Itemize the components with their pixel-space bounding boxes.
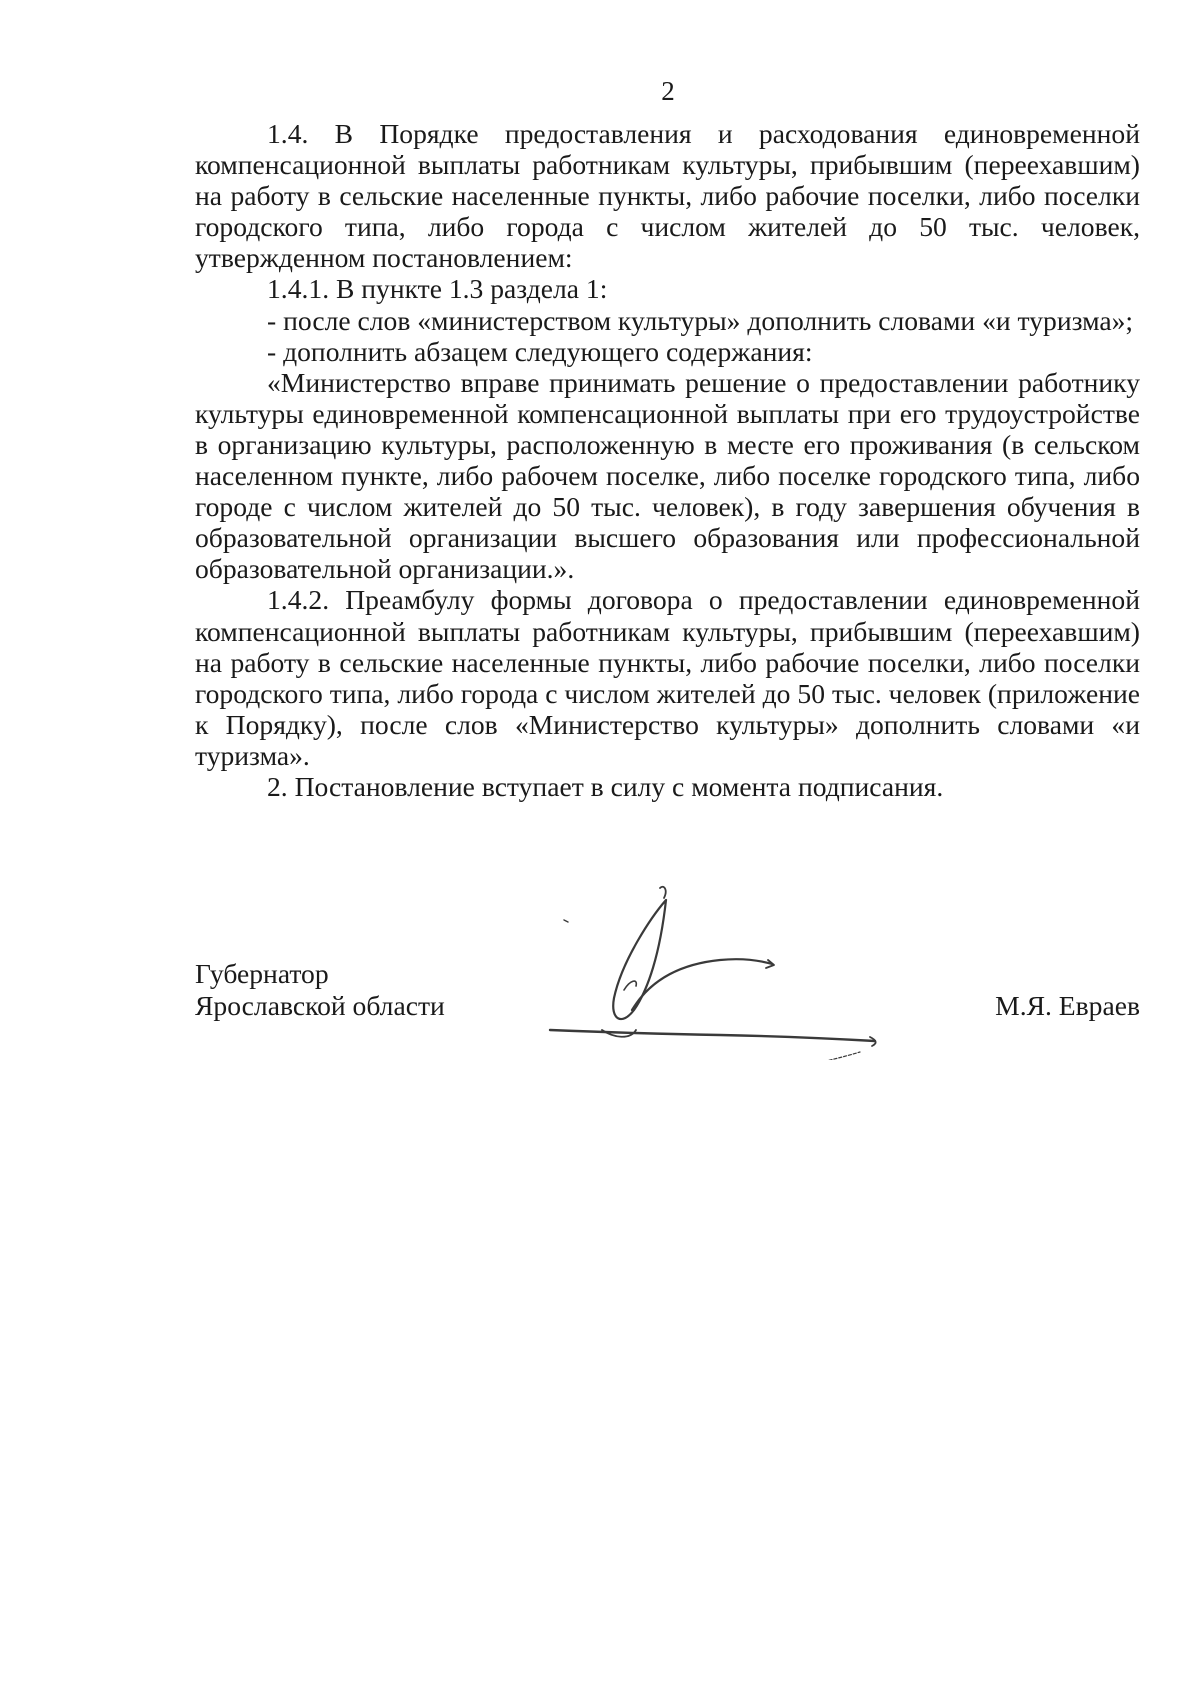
paragraph-1-4-1: 1.4.1. В пункте 1.3 раздела 1:: [267, 273, 608, 305]
paragraph-amendment-add: - дополнить абзацем следующего содержания:: [267, 335, 813, 367]
paragraph-1-4: 1.4. В Порядке предоставления и расходования единовременной компенсационной выплаты работникам культуры, прибывшим (переехавшим) на работу в сельские населенные пункты, либо рабочие поселки, либо поселки городского типа, либо города с числом жителей до 50 тыс. человек, утвержденном постановлением:: [195, 118, 1140, 274]
page-number: 2: [661, 76, 675, 106]
handwritten-signature-icon: [540, 880, 920, 1060]
signer-position: [195, 958, 445, 1022]
paragraph-1-4-2: 1.4.2. Преамбулу формы договора о предоставлении единовременной компенсационной выплаты работникам культуры, прибывшим (переехавшим) на работу в сельские населенные пункты, либо рабочие поселки, либо поселки городского типа, либо города с числом жителей до 50 тыс. человек (приложение к Порядку), после слов «Министерство культуры» дополнить словами «и туризма».: [195, 584, 1140, 771]
paragraph-quoted-text: «Министерство вправе принимать решение о предоставлении работнику культуры единовременной компенсационной выплаты при его трудоустройстве в организацию культуры, расположенную в месте его проживания (в сельском населенном пункте, либо рабочем поселке, либо поселке городского типа, либо городе с числом жителей до 50 тыс. человек), в году завершения обучения в образовательной организации высшего образования или профессиональной образовательной организации.».: [195, 366, 1140, 585]
signer-position-line-2: Ярославской области: [195, 990, 445, 1021]
signer-position-line-1: Губернатор: [195, 958, 329, 989]
document-body: [195, 118, 1140, 802]
signer-name: М.Я. Евраев: [995, 990, 1140, 1021]
paragraph-amendment-words: - после слов «министерством культуры» дополнить словами «и туризма»;: [267, 304, 1134, 336]
paragraph-2: 2. Постановление вступает в силу с момента подписания.: [267, 770, 944, 802]
